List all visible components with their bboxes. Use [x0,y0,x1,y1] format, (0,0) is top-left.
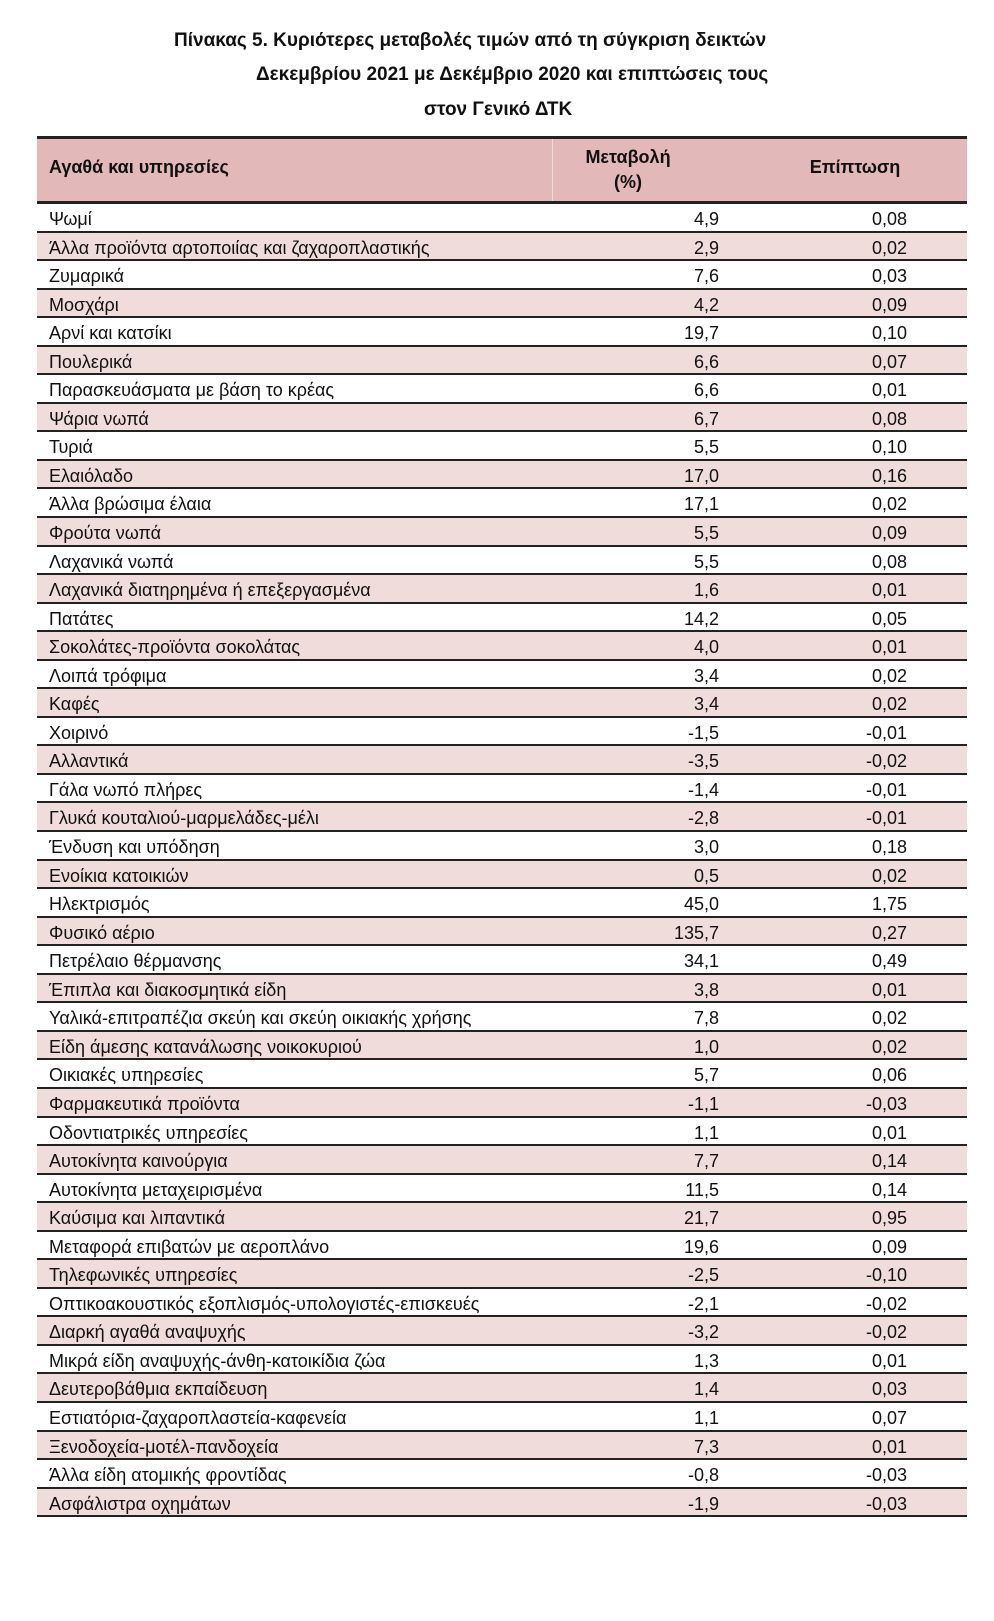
row-change: 1,1 [693,1407,719,1428]
row-impact: 0,06 [871,1065,907,1086]
row-impact: 0,16 [871,465,907,486]
table-row [37,318,967,347]
row-change: -1,9 [687,1493,719,1514]
row-impact: 0,10 [871,437,907,458]
table-row [37,1489,967,1518]
row-name: Πετρέλαιο θέρμανσης [49,951,222,972]
row-name: Παρασκευάσματα με βάση το κρέας [49,380,335,401]
row-change: 135,7 [673,922,719,943]
header-change-line1: Μεταβολή [585,147,671,167]
row-impact: -0,01 [865,722,907,743]
row-change: -2,5 [687,1265,719,1286]
row-impact: -0,01 [865,808,907,829]
row-impact: -0,01 [865,779,907,800]
row-impact: 0,07 [871,351,907,372]
row-change: 17,0 [683,465,719,486]
row-impact: -0,02 [865,751,907,772]
row-change: -3,2 [687,1322,719,1343]
row-name: Λοιπά τρόφιμα [49,665,167,686]
row-change: 4,2 [693,294,719,315]
row-impact: -0,03 [865,1493,907,1514]
table-row [37,975,967,1004]
row-name: Είδη άμεσης κατανάλωσης νοικοκυριού [49,1036,362,1057]
row-impact: 0,27 [871,922,907,943]
row-impact: -0,03 [865,1093,907,1114]
title-line-2: Δεκεμβρίου 2021 με Δεκέμβριο 2020 και επιπτώσεις τους [256,64,769,85]
row-name: Έπιπλα και διακοσμητικά είδη [49,979,287,1000]
table-row [37,832,967,861]
table-body [37,204,967,1517]
table-row [37,347,967,376]
row-change: -2,1 [687,1293,719,1314]
row-impact: 0,02 [871,865,907,886]
row-name: Άλλα βρώσιμα έλαια [49,494,212,515]
table-row [37,775,967,804]
row-name: Οδοντιατρικές υπηρεσίες [49,1122,248,1143]
header-change [549,145,707,195]
table-row [37,575,967,604]
row-change: 4,0 [693,637,719,658]
row-name: Ενοίκια κατοικιών [49,865,189,886]
row-change: -3,5 [687,751,719,772]
row-change: 3,4 [693,665,719,686]
table-row [37,290,967,319]
row-impact: 0,08 [871,209,907,229]
table-row [37,718,967,747]
row-impact: 0,07 [871,1407,907,1428]
row-name: Γλυκά κουταλιού-μαρμελάδες-μέλι [49,808,319,829]
table-row [37,233,967,262]
row-name: Αυτοκίνητα καινούργια [49,1151,228,1172]
row-impact: 0,01 [871,380,907,401]
row-change: 19,6 [683,1236,719,1257]
row-impact: 0,09 [871,294,907,315]
row-change: 3,4 [693,694,719,715]
table-row [37,889,967,918]
row-impact: 0,14 [871,1179,907,1200]
row-name: Ψωμί [49,209,92,229]
row-impact: -0,02 [865,1293,907,1314]
row-change: -2,8 [687,808,719,829]
row-impact: -0,10 [865,1265,907,1286]
row-change: 5,5 [693,437,719,458]
row-change: 7,3 [693,1436,719,1457]
row-name: Αυτοκίνητα μεταχειρισμένα [49,1179,263,1200]
row-impact: 0,01 [871,580,907,601]
row-name: Ελαιόλαδο [49,465,133,486]
table-row [37,1232,967,1261]
table-row [37,1260,967,1289]
row-name: Εστιατόρια-ζαχαροπλαστεία-καφενεία [49,1407,347,1428]
table-row [37,1203,967,1232]
header-impact: Επίπτωση [809,157,901,177]
row-impact: 0,02 [871,494,907,515]
row-name: Τυριά [49,437,93,458]
row-change: 1,1 [693,1122,719,1143]
row-impact: 0,01 [871,979,907,1000]
row-change: 1,0 [693,1036,719,1057]
row-change: 14,2 [683,608,719,629]
row-change: 5,7 [693,1065,719,1086]
row-change: 19,7 [683,323,719,344]
table-row [37,1032,967,1061]
row-impact: 0,05 [871,608,907,629]
row-impact: 1,75 [871,894,907,915]
table-header [37,139,967,204]
row-name: Μοσχάρι [49,294,119,315]
row-name: Σοκολάτες-προϊόντα σοκολάτας [49,637,301,658]
table-row [37,661,967,690]
row-impact: 0,02 [871,1008,907,1029]
row-impact: 0,08 [871,551,907,572]
row-name: Υαλικά-επιτραπέζια σκεύη και σκεύη οικιακής χρήσης [49,1008,472,1029]
price-change-table [37,136,967,1517]
row-change: 7,8 [693,1008,719,1029]
row-name: Τηλεφωνικές υπηρεσίες [49,1265,238,1286]
row-name: Αλλαντικά [49,751,129,772]
table-row [37,632,967,661]
row-name: Φαρμακευτικά προϊόντα [49,1093,240,1114]
row-impact: 0,49 [871,951,907,972]
row-impact: -0,02 [865,1322,907,1343]
row-name: Γάλα νωπό πλήρες [49,779,203,800]
title-line-3: στον Γενικό ΔΤΚ [424,99,573,120]
row-change: 5,5 [693,551,719,572]
table-row [37,1460,967,1489]
row-name: Λαχανικά διατηρημένα ή επεξεργασμένα [49,580,371,601]
row-change: 21,7 [683,1208,719,1229]
row-change: -1,1 [687,1093,719,1114]
row-impact: 0,01 [871,1122,907,1143]
row-impact: 0,02 [871,237,907,258]
row-change: 6,6 [693,380,719,401]
table-row [37,604,967,633]
row-name: Ζυμαρικά [49,266,125,287]
table-row [37,1003,967,1032]
row-impact: -0,03 [865,1465,907,1486]
row-change: 0,5 [693,865,719,886]
row-name: Διαρκή αγαθά αναψυχής [49,1322,246,1343]
table-row [37,1374,967,1403]
row-change: 7,7 [693,1151,719,1172]
row-change: 4,9 [693,209,719,229]
table-row [37,261,967,290]
row-impact: 0,03 [871,266,907,287]
row-impact: 0,14 [871,1151,907,1172]
row-change: 1,3 [693,1350,719,1371]
row-impact: 0,01 [871,1350,907,1371]
row-name: Μικρά είδη αναψυχής-άνθη-κατοικίδια ζώα [49,1350,386,1371]
row-impact: 0,09 [871,523,907,544]
row-impact: 0,01 [871,637,907,658]
title-line-1: Πίνακας 5. Κυριότερες μεταβολές τιμών από τη σύγκριση δεικτών [174,30,767,51]
row-name: Αρνί και κατσίκι [49,323,172,344]
row-change: 34,1 [683,951,719,972]
row-change: 1,4 [693,1379,719,1400]
row-impact: 0,02 [871,694,907,715]
table-row [37,489,967,518]
row-change: 11,5 [685,1179,719,1200]
table-row [37,946,967,975]
row-impact: 0,01 [871,1436,907,1457]
row-impact: 0,02 [871,665,907,686]
row-impact: 0,95 [871,1208,907,1229]
table-row [37,1060,967,1089]
row-name: Οπτικοακουστικός εξοπλισμός-υπολογιστές-επισκευές [49,1293,480,1314]
table-row [37,432,967,461]
row-name: Πουλερικά [49,351,133,372]
table-row [37,404,967,433]
row-name: Οικιακές υπηρεσίες [49,1065,204,1086]
row-name: Φυσικό αέριο [49,922,155,943]
row-name: Ένδυση και υπόδηση [49,837,220,858]
row-change: -0,8 [687,1465,719,1486]
table-row [37,1089,967,1118]
table-row [37,1289,967,1318]
row-change: 1,6 [693,580,719,601]
row-change: 5,5 [693,523,719,544]
row-change: 3,8 [693,979,719,1000]
row-change: 17,1 [683,494,719,515]
row-name: Ηλεκτρισμός [49,894,150,915]
table-row [37,861,967,890]
table-row [37,1346,967,1375]
table-row [37,1146,967,1175]
row-impact: 0,02 [871,1036,907,1057]
row-name: Καύσιμα και λιπαντικά [49,1208,225,1229]
row-change: 2,9 [693,237,719,258]
row-name: Άλλα είδη ατομικής φροντίδας [49,1465,287,1486]
table-row [37,1403,967,1432]
header-change-line2: (%) [614,172,642,192]
table-row [37,204,967,233]
row-change: 45,0 [683,894,719,915]
row-name: Χοιρινό [49,722,109,743]
table-row [37,803,967,832]
table-row [37,1118,967,1147]
row-name: Ασφάλιστρα οχημάτων [49,1493,231,1514]
table-row [37,746,967,775]
row-change: 6,7 [693,408,719,429]
row-impact: 0,09 [871,1236,907,1257]
row-impact: 0,03 [871,1379,907,1400]
row-name: Καφές [49,694,100,715]
table-row [37,689,967,718]
row-impact: 0,18 [871,837,907,858]
row-name: Λαχανικά νωπά [49,551,174,572]
table-row [37,918,967,947]
table-row [37,375,967,404]
row-name: Ψάρια νωπά [49,408,149,429]
row-impact: 0,08 [871,408,907,429]
table-row [37,1175,967,1204]
row-change: 3,0 [693,837,719,858]
header-item: Αγαθά και υπηρεσίες [49,157,229,177]
table-row [37,1432,967,1461]
row-change: -1,5 [687,722,719,743]
table-row [37,547,967,576]
table-row [37,518,967,547]
row-name: Πατάτες [49,608,114,629]
table-row [37,461,967,490]
row-change: -1,4 [687,779,719,800]
row-name: Μεταφορά επιβατών με αεροπλάνο [49,1236,330,1257]
row-name: Φρούτα νωπά [49,523,162,544]
row-change: 7,6 [693,266,719,287]
row-name: Ξενοδοχεία-μοτέλ-πανδοχεία [49,1436,279,1457]
table-row [37,1317,967,1346]
row-name: Άλλα προϊόντα αρτοποιίας και ζαχαροπλαστικής [49,237,430,258]
row-impact: 0,10 [871,323,907,344]
row-name: Δευτεροβάθμια εκπαίδευση [49,1379,268,1400]
row-change: 6,6 [693,351,719,372]
